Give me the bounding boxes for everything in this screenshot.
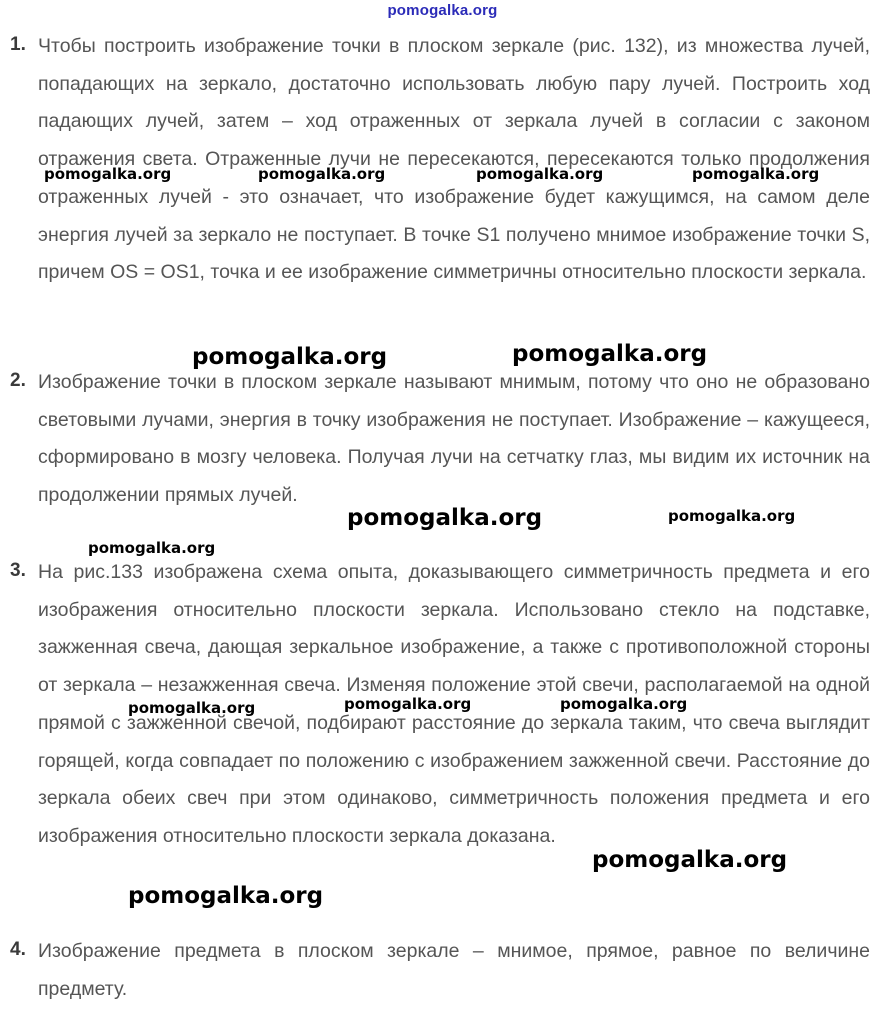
watermark: pomogalka.org [668,507,796,525]
item-text: Изображение точки в плоском зеркале называют мнимым, потому что оно не образовано световыми лучами, энергия в точку изображения не поступает. Изображение – кажущееся, сформировано в мозгу человека. Получая лучи на сетчатку глаз, мы видим их источник на продолжении прямых лучей. [38,371,870,507]
watermark: pomogalka.org [44,165,172,183]
item-number: 2. [10,370,26,391]
watermark: pomogalka.org [344,695,472,713]
site-watermark-top: pomogalka.org [387,2,498,19]
watermark: pomogalka.org [512,341,708,367]
watermark: pomogalka.org [128,699,256,717]
watermark: pomogalka.org [258,165,386,183]
item-text: Изображение предмета в плоском зеркале – мнимое, прямое, равное по величине предмету. [38,940,870,1000]
watermark: pomogalka.org [128,883,324,909]
item-text: На рис.133 изображена схема опыта, доказывающего симметричность предмета и его изображения относительно плоскости зеркала. Использовано стекло на подставке, зажженная свеча, дающая зеркальное изображение, а также с противоположной стороны от зеркала – незажженная свеча. Изменяя положение этой свечи, располагаемой на одной прямой с зажженной свечой, подбирают расстояние до зеркала таким, что свеча выглядит горящей, когда совпадает по положению с изображением зажженной свечи. Расстояние до зеркала обеих свеч при этом одинаково, симметричность положения предмета и его изображения относительно плоскости зеркала доказана. [38,561,870,847]
item-number: 3. [10,560,26,581]
watermark: pomogalka.org [347,505,543,531]
item-number: 1. [10,34,26,55]
watermark: pomogalka.org [560,695,688,713]
answer-item-1 [10,28,872,292]
watermark: pomogalka.org [592,847,788,873]
answer-item-2 [10,364,872,515]
item-number: 4. [10,939,26,960]
watermark: pomogalka.org [692,165,820,183]
watermark: pomogalka.org [192,344,388,370]
answer-item-4 [10,933,872,1008]
item-text: Чтобы построить изображение точки в плоском зеркале (рис. 132), из множества лучей, попадающих на зеркало, достаточно использовать любую пару лучей. Построить ход падающих лучей, затем – ход отраженных от зеркала лучей в согласии с законом отражения света. Отраженные лучи не пересекаются, пересекаются только продолжения отраженных лучей - это означает, что изображение будет кажущимся, на самом деле энергия лучей за зеркало не поступает. В точке S1 получено мнимое изображение точки S, причем OS = OS1, точка и ее изображение симметричны относительно плоскости зеркала. [38,35,870,284]
watermark: pomogalka.org [476,165,604,183]
watermark: pomogalka.org [88,539,216,557]
